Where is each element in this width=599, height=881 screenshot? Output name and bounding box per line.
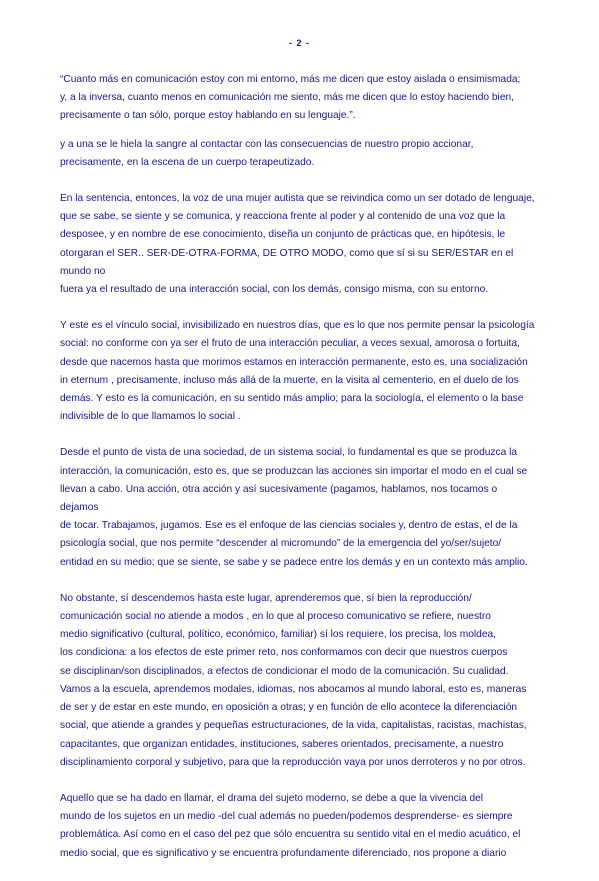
paragraph: Y este es el vínculo social, invisibilizado en nuestros días, que es lo que nos permite pensar la psicología social: no conforme con ya ser el fruto de una interacción peculiar, a veces sexual, amorosa o fortuita, desde que nacemos hasta que morimos estamos en interacción permanente, esto es, una socialización in eternum , precisamente, incluso más allá de la muerte, en la visita al cementerio, en el duelo de los demás. Y esto es la comunicación, en su sentido más amplio; para la sociología, el elemento o la base indivisible de lo que llamamos lo social .: [60, 320, 535, 423]
paragraph-quote: “Cuanto más en comunicación estoy con mi entorno, más me dicen que estoy aislada o ensimismada; y, a la inversa, cuanto menos en comunicación me siento, más me dicen que lo estoy haciendo bien, precisamente o tan sólo, porque estoy hablando en su lenguaje.”.: [60, 74, 521, 122]
body-text: [60, 71, 538, 881]
paragraph: Desde el punto de vista de una sociedad, de un sistema social, lo fundamental es que se produzca la interacción, la comunicación, esto es, que se produzcan las acciones sin importar el modo en el cual se llevan a cabo. Una acción, otra acción y así sucesivamente (pagamos, hablamos, nos tocamos o dejamos de tocar. Trabajamos, jugamos. Ese es el enfoque de las ciencias sociales y, dentro de estas, el de la psicología social, que nos permite “descender al micromundo” de la emergencia del yo/ser/sujeto/ entidad en su medio; que se siente, se sabe y se padece entre los demás y en un contexto más amplio.: [60, 447, 528, 568]
paragraph: En la sentencia, entonces, la voz de una mujer autista que se reivindica como un ser dotado de lenguaje, que se sabe, se siente y se comunica, y reacciona frente al poder y al contenido de una voz que la desposee, y en nombre de ese conocimiento, diseña un conjunto de prácticas que, en hipótesis, le otorgaran el SER.. SER-DE-OTRA-FORMA, DE OTRO MODO, como que sí si su SER/ESTAR en el mundo no fuera ya el resultado de una interacción social, con los demás, consigo misma, con su entorno.: [60, 193, 535, 296]
paragraph: y a una se le hiela la sangre al contactar con las consecuencias de nuestro propio accionar, precisamente, en la escena de un cuerpo terapeutizado.: [60, 138, 474, 168]
paragraph: No obstante, sí descendemos hasta este lugar, aprenderemos que, sí bien la reproducción/ comunicación social no atiende a modos , en lo que al proceso comunicativo se refiere, nuestro medio significativo (cultural, político, económico, familiar) sí los requiere, los precisa, los moldea, los condiciona: a los efectos de este primer reto, nos conformamos con decir que nuestros cuerpos se disciplinan/son disciplinados, a efectos de condicionar el modo de la comunicación. Su cualidad. Vamos a la escuela, aprendemos modales, idiomas, nos abocamos al mundo laboral, esto es, maneras de ser y de estar en este mundo, en oposición a otras; y en función de ello acontece la diferenciación social, que atiende a grandes y pequeñas estructuraciones, de la vida, capitalistas, racistas, machistas, capacitantes, que organizan entidades, instituciones, saberes orientados, precisamente, a nuestro disciplinamiento corporal y subjetivo, para que la reproducción vaya por unos derroteros y no por otros.: [60, 592, 527, 768]
page-number: - 2 -: [288, 38, 310, 48]
paragraph: Aquello que se ha dado en llamar, el drama del sujeto moderno, se debe a que la vivencia del mundo de los sujetos en un medio -del cual además no pueden/podemos desprenderse- es siempre problemática. Así como en el caso del pez que sólo encuentra su sentido vital en el medio acuático, el medio social, que es significativo y se encuentra profundamente diferenciado, nos propone a diario: [60, 792, 521, 859]
